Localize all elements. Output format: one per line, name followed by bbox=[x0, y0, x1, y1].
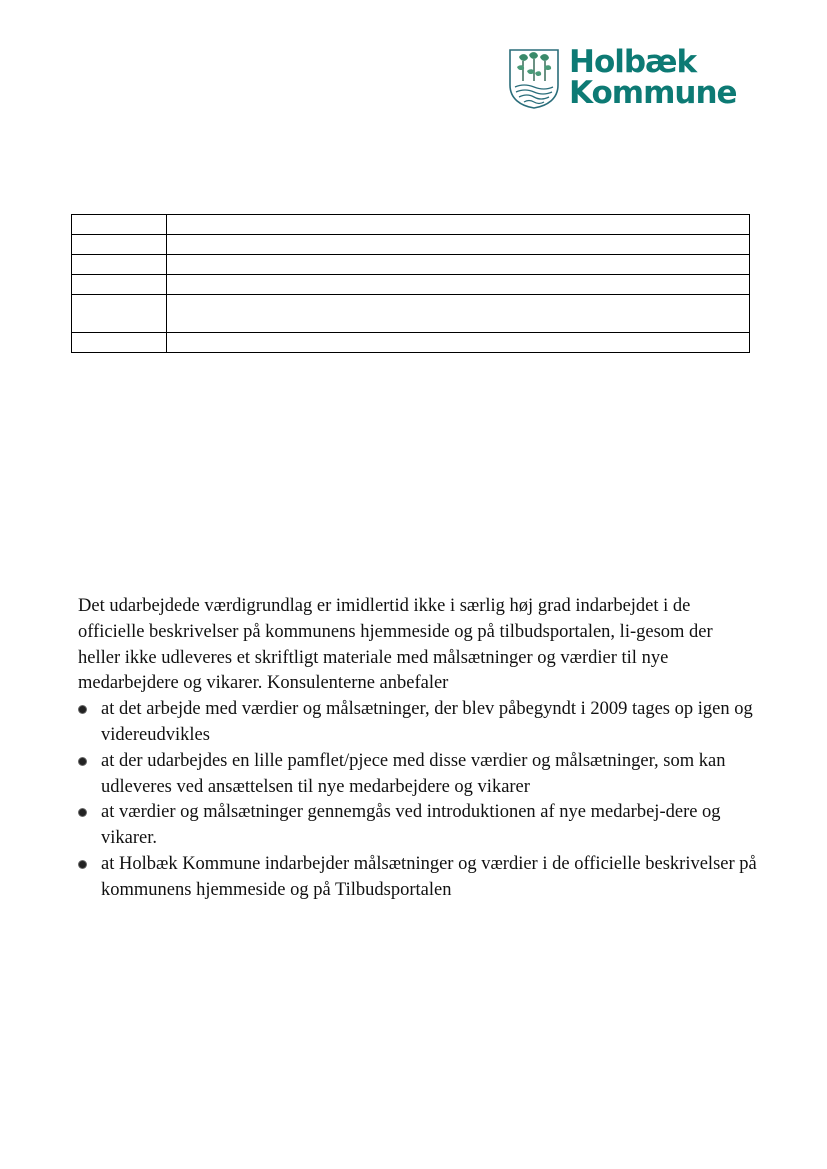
table-row bbox=[72, 215, 750, 235]
table-value-cell bbox=[167, 295, 750, 333]
info-table bbox=[71, 214, 750, 353]
intro-paragraph: Det udarbejdede værdigrundlag er imidlertid ikke i særlig høj grad indarbejdet i de officielle beskrivelser på kommunens hjemmeside og på tilbudsportalen, li-gesom der heller ikke udleveres et skriftligt materiale med målsætninger og værdier til nye medarbejdere og vikarer. Konsulenterne anbefaler bbox=[78, 596, 713, 694]
logo-wordmark-line1: Holbæk bbox=[569, 44, 697, 80]
table-row bbox=[72, 295, 750, 333]
list-item-text: at det arbejde med værdier og målsætninger, der blev påbegyndt i 2009 tages op igen og videreudvikles bbox=[101, 699, 753, 745]
list-item-text: at Holbæk Kommune indarbejder målsætninger og værdier i de officielle beskrivelser på kommunens hjemmeside og på Tilbudsportalen bbox=[101, 853, 757, 900]
table-value-cell bbox=[167, 333, 750, 353]
logo-wordmark-line2: Kommune bbox=[569, 75, 737, 111]
table-row bbox=[72, 235, 750, 255]
table-row bbox=[72, 275, 750, 295]
table-value-cell bbox=[167, 275, 750, 295]
table-value-cell bbox=[167, 255, 750, 275]
list-item bbox=[78, 800, 758, 852]
list-item bbox=[78, 852, 758, 904]
table-row bbox=[72, 333, 750, 353]
bullet-icon bbox=[79, 809, 86, 816]
holbaek-kommune-logo bbox=[507, 44, 752, 111]
table-label-cell bbox=[72, 333, 167, 353]
list-item-text: at værdier og målsætninger gennemgås ved introduktionen af nye medarbej-dere og vikarer. bbox=[101, 802, 721, 849]
table-value-cell bbox=[167, 215, 750, 235]
table-row bbox=[72, 255, 750, 275]
recommendation-section bbox=[78, 594, 758, 904]
bullet-icon bbox=[79, 758, 86, 765]
bullet-icon bbox=[79, 706, 86, 713]
table-value-cell bbox=[167, 235, 750, 255]
municipal-seal-icon bbox=[507, 47, 561, 109]
list-item bbox=[78, 749, 758, 801]
table-label-cell bbox=[72, 275, 167, 295]
recommendation-list bbox=[78, 697, 758, 903]
list-item bbox=[78, 697, 758, 749]
list-item-text: at der udarbejdes en lille pamflet/pjece med disse værdier og målsætninger, som kan udleveres ved ansættelsen til nye medarbejdere og vikarer bbox=[101, 750, 726, 797]
table-label-cell bbox=[72, 215, 167, 235]
table-label-cell bbox=[72, 235, 167, 255]
table-label-cell bbox=[72, 255, 167, 275]
table-label-cell bbox=[72, 295, 167, 333]
bullet-icon bbox=[79, 861, 86, 868]
